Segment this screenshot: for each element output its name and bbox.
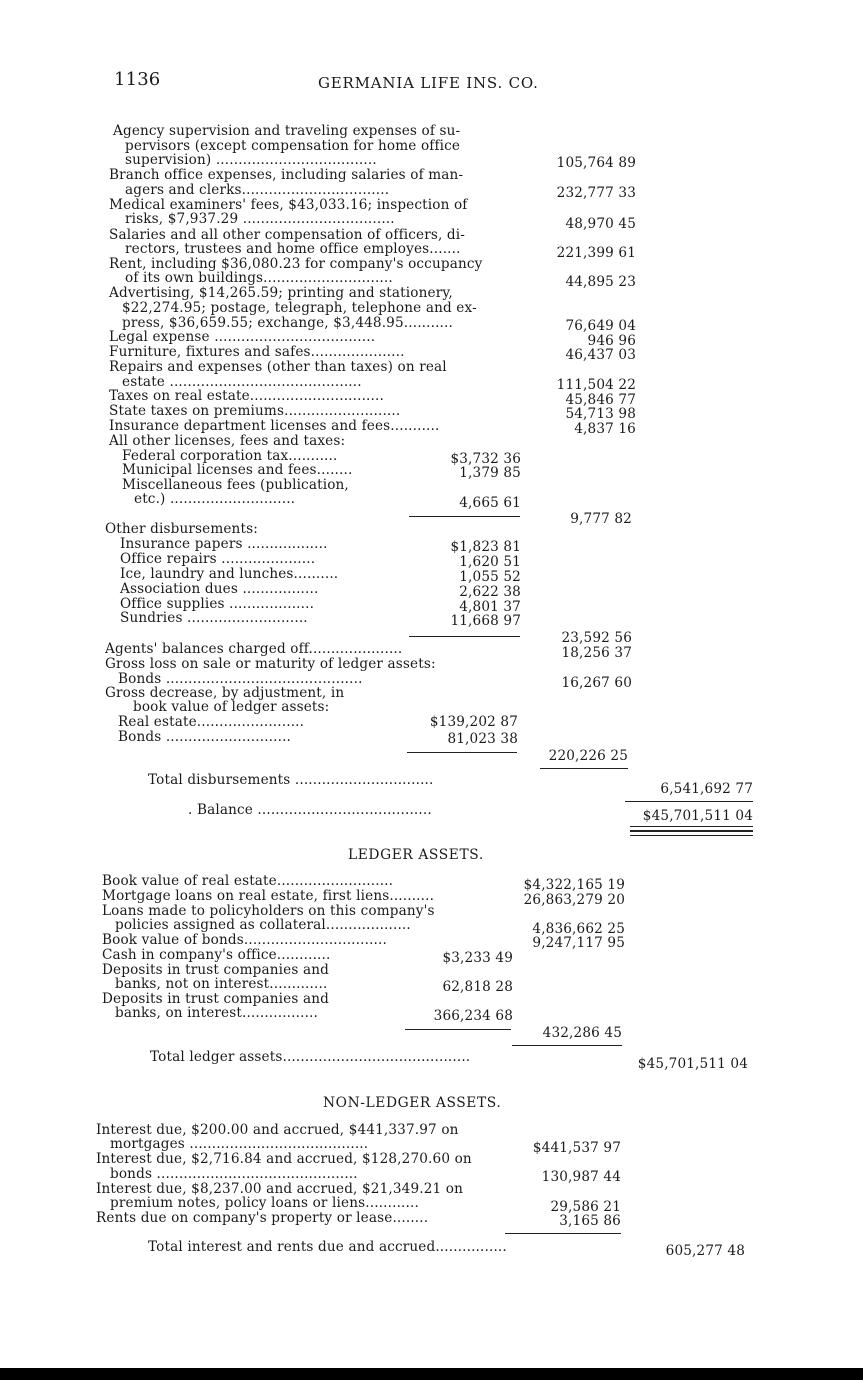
- amount: $4,322,165 19: [523, 877, 625, 893]
- line-text: banks, not on interest.............: [115, 976, 328, 992]
- amount: 1,620 51: [459, 554, 521, 570]
- amount: 4,837 16: [574, 421, 636, 437]
- amount: $3,233 49: [442, 950, 513, 966]
- line-text: Gross loss on sale or maturity of ledger assets:: [105, 656, 436, 672]
- line-text: Office repairs .....................: [120, 551, 316, 567]
- amount: 16,267 60: [561, 675, 632, 691]
- line-text: Federal corporation tax...........: [122, 448, 338, 464]
- scan-border: [0, 1368, 863, 1380]
- line-text: Ice, laundry and lunches..........: [120, 566, 339, 582]
- line-text: Book value of bonds................................: [102, 932, 387, 948]
- line-text: risks, $7,937.29 ..................................: [125, 211, 395, 227]
- amount: 46,437 03: [565, 347, 636, 363]
- amount: 1,379 85: [459, 465, 521, 481]
- line-text: pervisors (except compensation for home office: [125, 138, 461, 154]
- amount: 9,777 82: [570, 511, 632, 527]
- amount: 62,818 28: [442, 979, 513, 995]
- amount: 44,895 23: [565, 274, 636, 290]
- line-text: Insurance papers ..................: [120, 536, 328, 552]
- amount: $139,202 87: [429, 714, 518, 730]
- line-text: Book value of real estate..........................: [102, 873, 394, 889]
- amount: 81,023 38: [447, 731, 518, 747]
- total-interest-rents-amount: 605,277 48: [665, 1243, 745, 1259]
- line-text: Association dues .................: [120, 581, 319, 597]
- line-text: Deposits in trust companies and: [102, 991, 329, 1007]
- line-text: Cash in company's office............: [102, 947, 331, 963]
- amount: 26,863,279 20: [523, 892, 625, 908]
- line-text: Sundries ...........................: [120, 610, 308, 626]
- amount: 220,226 25: [548, 748, 628, 764]
- amount: 11,668 97: [450, 613, 521, 629]
- line-text: Gross decrease, by adjustment, in: [105, 685, 345, 701]
- line-text: Loans made to policyholders on this company's: [102, 903, 435, 919]
- running-title: GERMANIA LIFE INS. CO.: [318, 74, 539, 92]
- amount: 18,256 37: [561, 645, 632, 661]
- line-text: mortgages ........................................: [110, 1136, 369, 1152]
- subtotal-rule: [409, 516, 520, 517]
- amount: 232,777 33: [556, 185, 636, 201]
- amount: 2,622 38: [459, 584, 521, 600]
- amount: 76,649 04: [565, 318, 636, 334]
- subtotal-rule: [512, 1045, 622, 1046]
- total-interest-rents-label: Total interest and rents due and accrued................: [148, 1239, 507, 1255]
- line-text: Interest due, $200.00 and accrued, $441,337.97 on: [96, 1122, 459, 1138]
- line-text: Agents' balances charged off.....................: [105, 641, 403, 657]
- line-text: etc.) ............................: [134, 491, 296, 507]
- amount: 4,801 37: [459, 599, 521, 615]
- line-text: banks, on interest.................: [115, 1005, 318, 1021]
- section-heading: NON-LEDGER ASSETS.: [323, 1095, 502, 1111]
- line-text: press, $36,659.55; exchange, $3,448.95...........: [122, 315, 453, 331]
- amount: 432,286 45: [542, 1025, 622, 1041]
- line-text: Branch office expenses, including salaries of man-: [109, 167, 464, 183]
- total-ledger-assets-amount: $45,701,511 04: [637, 1056, 748, 1072]
- line-text: Taxes on real estate..............................: [109, 388, 384, 404]
- line-text: Insurance department licenses and fees...........: [109, 418, 440, 434]
- amount: $3,732 36: [450, 451, 521, 467]
- line-text: Rent, including $36,080.23 for company's occupancy: [109, 256, 483, 272]
- line-text: of its own buildings.............................: [125, 270, 393, 286]
- balance-amount: $45,701,511 04: [642, 808, 753, 824]
- line-text: Bonds ............................: [118, 729, 292, 745]
- amount: 45,846 77: [565, 392, 636, 408]
- amount: 1,055 52: [459, 569, 521, 585]
- amount: 130,987 44: [541, 1169, 621, 1185]
- double-rule: [630, 831, 753, 836]
- subtotal-rule: [407, 752, 517, 753]
- line-text: State taxes on premiums..........................: [109, 403, 401, 419]
- balance-label: . Balance .......................................: [188, 802, 432, 818]
- total-disbursements-amount: 6,541,692 77: [660, 781, 753, 797]
- subtotal-rule: [405, 1029, 511, 1030]
- subtotal-rule: [540, 768, 628, 769]
- amount: 9,247,117 95: [532, 935, 625, 951]
- total-disbursements-label: Total disbursements ...............................: [148, 772, 434, 788]
- line-text: agers and clerks.................................: [125, 182, 390, 198]
- line-text: Salaries and all other compensation of officers, di-: [109, 227, 466, 243]
- line-text: $22,274.95; postage, telegraph, telephone and ex-: [122, 300, 477, 316]
- line-text: Advertising, $14,265.59; printing and stationery,: [109, 285, 453, 301]
- line-text: Legal expense ....................................: [109, 329, 376, 345]
- line-text: bonds .............................................: [110, 1166, 358, 1182]
- amount: 48,970 45: [565, 216, 636, 232]
- line-text: Interest due, $8,237.00 and accrued, $21,349.21 on: [96, 1181, 464, 1197]
- line-text: premium notes, policy loans or liens............: [110, 1195, 419, 1211]
- subtotal-rule: [409, 636, 520, 637]
- line-text: Other disbursements:: [105, 521, 258, 537]
- line-text: rectors, trustees and home office employes.......: [125, 241, 461, 257]
- line-text: Miscellaneous fees (publication,: [122, 477, 349, 493]
- line-text: Furniture, fixtures and safes.....................: [109, 344, 405, 360]
- amount: 105,764 89: [556, 155, 636, 171]
- line-text: Real estate........................: [118, 714, 305, 730]
- line-text: estate ...........................................: [122, 374, 362, 390]
- subtotal-rule: [505, 1233, 621, 1234]
- line-text: book value of ledger assets:: [133, 699, 330, 715]
- total-ledger-assets-label: Total ledger assets..........................................: [150, 1049, 471, 1065]
- amount: 111,504 22: [556, 377, 636, 393]
- section-heading: LEDGER ASSETS.: [348, 847, 484, 863]
- line-text: Deposits in trust companies and: [102, 962, 329, 978]
- line-text: Repairs and expenses (other than taxes) on real: [109, 359, 447, 375]
- line-text: Interest due, $2,716.84 and accrued, $128,270.60 on: [96, 1151, 472, 1167]
- line-text: policies assigned as collateral...................: [115, 917, 411, 933]
- line-text: supervision) ....................................: [125, 152, 377, 168]
- amount: 221,399 61: [556, 245, 636, 261]
- line-text: Rents due on company's property or lease........: [96, 1210, 429, 1226]
- amount: 54,713 98: [565, 406, 636, 422]
- line-text: Agency supervision and traveling expenses of su-: [113, 123, 461, 139]
- line-text: Medical examiners' fees, $43,033.16; inspection of: [109, 197, 468, 213]
- line-text: Municipal licenses and fees........: [122, 462, 353, 478]
- line-text: Bonds ............................................: [118, 671, 363, 687]
- amount: 4,665 61: [459, 495, 521, 511]
- amount: 366,234 68: [433, 1008, 513, 1024]
- total-rule: [625, 801, 753, 802]
- line-text: Office supplies ...................: [120, 596, 315, 612]
- line-text: All other licenses, fees and taxes:: [109, 433, 346, 449]
- amount: 3,165 86: [559, 1213, 621, 1229]
- amount: 946 96: [587, 333, 636, 349]
- amount: $1,823 81: [450, 539, 521, 555]
- line-text: Mortgage loans on real estate, first liens..........: [102, 888, 435, 904]
- amount: $441,537 97: [532, 1140, 621, 1156]
- page-number: 1136: [114, 69, 161, 90]
- amount: 4,836,662 25: [532, 921, 625, 937]
- amount: 23,592 56: [561, 630, 632, 646]
- amount: 29,586 21: [550, 1199, 621, 1215]
